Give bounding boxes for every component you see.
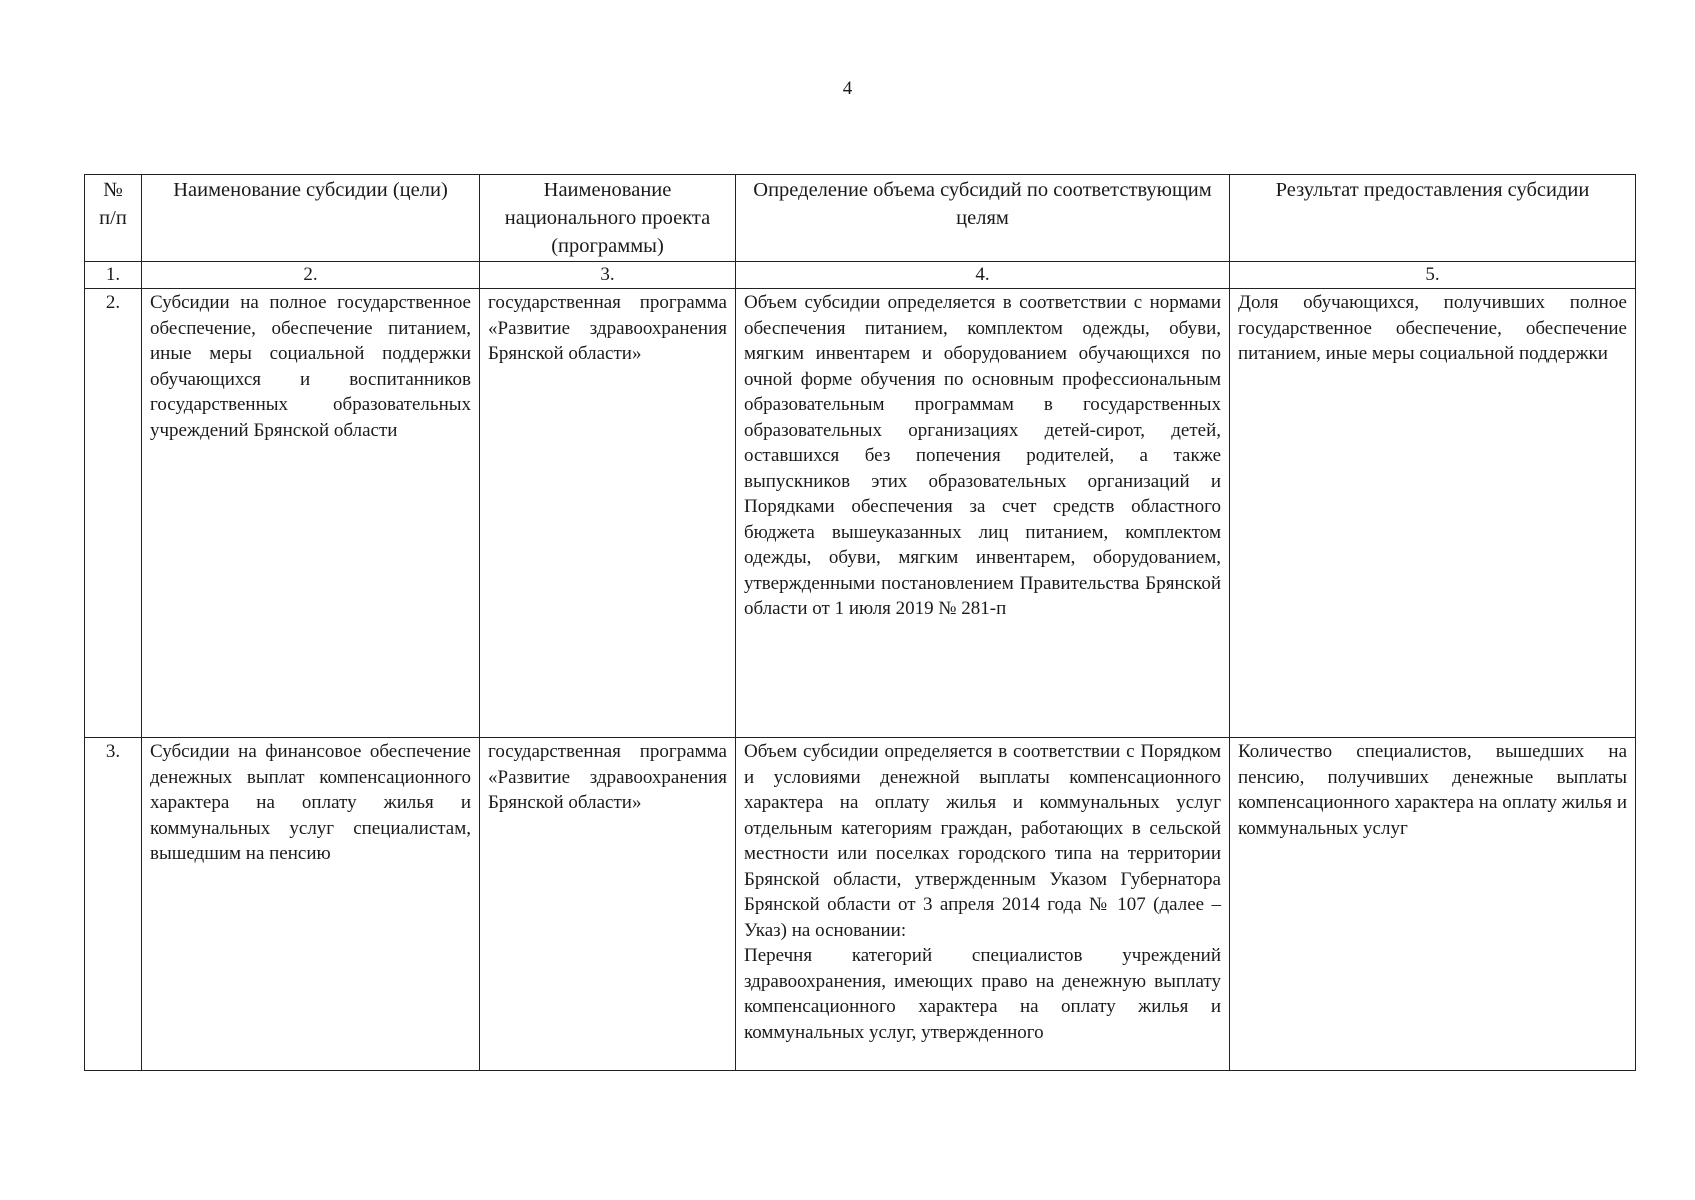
- subsidies-table: [84, 174, 1636, 1071]
- header-subsidy-name: Наименование субсидии (цели): [142, 175, 480, 262]
- subsidy-name-cell: Субсидии на финансовое обеспечение денежных выплат компенсационного характера на оплату жилья и коммунальных услуг специалистам, вышедшим на пенсию: [142, 738, 480, 1071]
- column-number-1: 1.: [85, 262, 142, 289]
- table-row: [85, 738, 1636, 1071]
- volume-definition-cell: [736, 289, 1230, 738]
- column-number-4: 4.: [736, 262, 1230, 289]
- row-number: 2.: [85, 289, 142, 738]
- table-header-row: [85, 175, 1636, 262]
- subsidy-name-cell: Субсидии на полное государственное обеспечение, обеспечение питанием, иные меры социальной поддержки обучающихся и воспитанников государственных образовательных учреждений Брянской области: [142, 289, 480, 738]
- definition-paragraph: Объем субсидии определяется в соответствии с нормами обеспечения питанием, комплектом одежды, обуви, мягким инвентарем и оборудованием обучающихся по очной форме обучения по основным профессиональным образовательным программам в государственных образовательных организациях детей-сирот, детей, оставшихся без попечения родителей, а также выпускников этих образовательных организаций и Порядками обеспечения за счет средств областного бюджета вышеуказанных лиц питанием, комплектом одежды, обуви, мягким инвентарем, оборудованием, утвержденными постановлением Правительства Брянской области от 1 июля 2019 № 281-п: [744, 292, 1221, 619]
- table-row: [85, 289, 1636, 738]
- column-number-5: 5.: [1230, 262, 1636, 289]
- header-number: № п/п: [85, 175, 142, 262]
- header-volume-definition: Определение объема субсидий по соответствующим целям: [736, 175, 1230, 262]
- result-cell: Доля обучающихся, получивших полное государственное обеспечение, обеспечение питанием, иные меры социальной поддержки: [1230, 289, 1636, 738]
- column-number-3: 3.: [480, 262, 736, 289]
- result-cell: Количество специалистов, вышедших на пенсию, получивших денежные выплаты компенсационного характера на оплату жилья и коммунальных услуг: [1230, 738, 1636, 1071]
- header-project-name: Наименование национального проекта (программы): [480, 175, 736, 262]
- project-name-cell: государственная программа «Развитие здравоохранения Брянской области»: [480, 289, 736, 738]
- definition-paragraph: Объем субсидии определяется в соответствии с Порядком и условиями денежной выплаты компенсационного характера на оплату жилья и коммунальных услуг отдельным категориям граждан, работающих в сельской местности или поселках городского типа на территории Брянской области, утвержденным Указом Губернатора Брянской области от 3 апреля 2014 года № 107 (далее – Указ) на основании:: [744, 741, 1221, 941]
- definition-paragraph: Перечня категорий специалистов учреждений здравоохранения, имеющих право на денежную выплату компенсационного характера на оплату жилья и коммунальных услуг, утвержденного: [744, 945, 1221, 1043]
- header-result: Результат предоставления субсидии: [1230, 175, 1636, 262]
- project-name-cell: государственная программа «Развитие здравоохранения Брянской области»: [480, 738, 736, 1071]
- page-number: 4: [842, 78, 853, 99]
- column-number-2: 2.: [142, 262, 480, 289]
- row-number: 3.: [85, 738, 142, 1071]
- volume-definition-cell: [736, 738, 1230, 1071]
- column-numbers-row: [85, 262, 1636, 289]
